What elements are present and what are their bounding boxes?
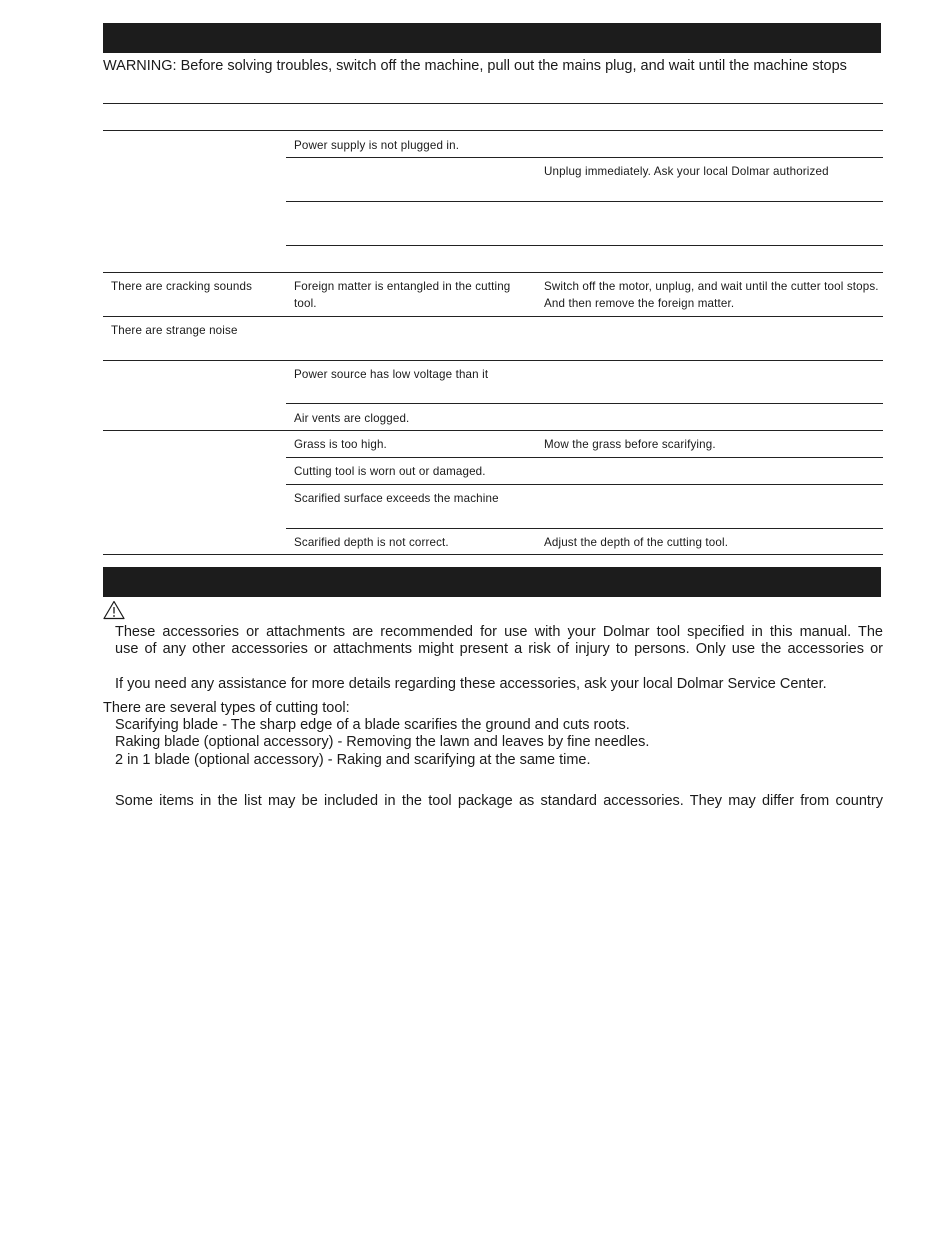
caution-text-line-2: use of any other accessories or attachments might present a risk of injury to persons. Only use the accessories or (115, 641, 883, 657)
assistance-text: If you need any assistance for more details regarding these accessories, ask your local Dolmar Service Center. (115, 676, 827, 692)
cutting-tool-type-item: Raking blade (optional accessory) - Removing the lawn and leaves by fine needles. (115, 734, 650, 750)
symptom-cell: There are cracking sounds (111, 280, 253, 293)
cause-cell: Foreign matter is entangled in the cutting tool. (294, 280, 511, 310)
troubleshooting-header-bar (103, 23, 881, 53)
cause-cell: Air vents are clogged. (294, 412, 410, 425)
group-divider (103, 430, 883, 431)
accessories-header-bar (103, 567, 881, 597)
standard-accessories-note: Some items in the list may be included in the tool package as standard accessories. They may differ from country (115, 793, 883, 809)
remedy-cell: Adjust the depth of the cutting tool. (544, 536, 729, 549)
caution-text-line-1: These accessories or attachments are recommended for use with your Dolmar tool specified in this manual. The (115, 624, 883, 640)
group-divider (103, 316, 883, 317)
table-top-rule (103, 103, 883, 104)
cutting-tool-type-item: Scarifying blade - The sharp edge of a blade scarifies the ground and cuts roots. (115, 717, 630, 733)
row-divider (286, 457, 883, 458)
remedy-cell: Unplug immediately. Ask your local Dolmar authorized (544, 165, 829, 178)
cutting-tool-type-item: 2 in 1 blade (optional accessory) - Raking and scarifying at the same time. (115, 752, 591, 768)
group-divider (103, 272, 883, 273)
table-header-rule (103, 130, 883, 131)
row-divider (286, 484, 883, 485)
row-divider (286, 403, 883, 404)
row-divider (286, 157, 883, 158)
row-divider (286, 201, 883, 202)
cause-cell: Scarified depth is not correct. (294, 536, 449, 549)
cause-cell: Grass is too high. (294, 438, 387, 451)
remedy-cell: Switch off the motor, unplug, and wait until the cutter tool stops. And then remove the foreign matter. (544, 280, 879, 310)
symptom-cell: There are strange noise (111, 324, 238, 337)
cause-cell: Power supply is not plugged in. (294, 139, 460, 152)
warning-text: WARNING: Before solving troubles, switch off the machine, pull out the mains plug, and wait until the machine stops (103, 58, 847, 74)
group-divider (103, 360, 883, 361)
table-bottom-rule (103, 554, 883, 555)
remedy-cell: Mow the grass before scarifying. (544, 438, 716, 451)
row-divider (286, 245, 883, 246)
cause-cell: Cutting tool is worn out or damaged. (294, 465, 486, 478)
cause-cell: Scarified surface exceeds the machine (294, 492, 499, 505)
cause-cell: Power source has low voltage than it (294, 368, 489, 381)
caution-triangle-icon (103, 600, 125, 620)
cutting-tool-types-intro: There are several types of cutting tool: (103, 700, 350, 716)
row-divider (286, 528, 883, 529)
